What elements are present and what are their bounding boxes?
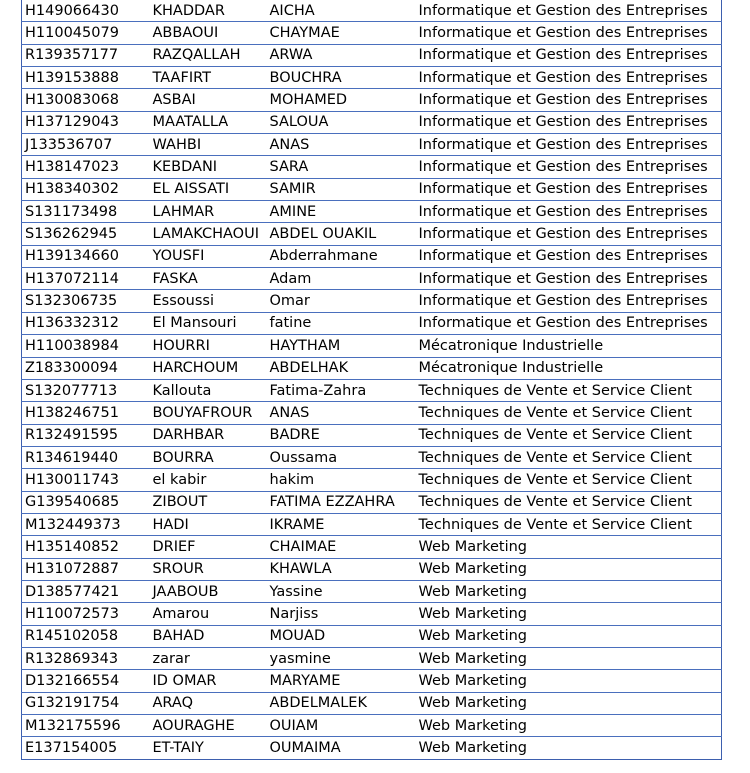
table-row: [22, 647, 722, 669]
table-row: [22, 201, 722, 223]
program-cell: Informatique et Gestion des Entreprises: [416, 44, 722, 66]
table-row: [22, 715, 722, 737]
table-row: [22, 223, 722, 245]
last-name-cell: ARAQ: [150, 692, 267, 714]
last-name-cell: El Mansouri: [150, 312, 267, 334]
last-name-cell: HARCHOUM: [150, 357, 267, 379]
first-name-cell: ABDELHAK: [267, 357, 416, 379]
cin-cell: R139357177: [22, 44, 150, 66]
program-cell: Informatique et Gestion des Entreprises: [416, 67, 722, 89]
first-name-cell: hakim: [267, 469, 416, 491]
program-cell: Mécatronique Industrielle: [416, 335, 722, 357]
last-name-cell: LAMAKCHAOUI: [150, 223, 267, 245]
cin-cell: H137129043: [22, 111, 150, 133]
cin-cell: J133536707: [22, 134, 150, 156]
first-name-cell: SALOUA: [267, 111, 416, 133]
program-cell: Informatique et Gestion des Entreprises: [416, 111, 722, 133]
last-name-cell: ASBAI: [150, 89, 267, 111]
last-name-cell: DARHBAR: [150, 424, 267, 446]
last-name-cell: BOUYAFROUR: [150, 402, 267, 424]
last-name-cell: el kabir: [150, 469, 267, 491]
cin-cell: H135140852: [22, 536, 150, 558]
last-name-cell: KHADDAR: [150, 0, 267, 22]
table-row: [22, 134, 722, 156]
last-name-cell: TAAFIRT: [150, 67, 267, 89]
program-cell: Techniques de Vente et Service Client: [416, 424, 722, 446]
table-row: [22, 89, 722, 111]
last-name-cell: WAHBI: [150, 134, 267, 156]
table-row: [22, 536, 722, 558]
last-name-cell: BAHAD: [150, 625, 267, 647]
table-row: [22, 513, 722, 535]
cin-cell: M132175596: [22, 715, 150, 737]
last-name-cell: Kallouta: [150, 379, 267, 401]
table-row: [22, 558, 722, 580]
program-cell: Informatique et Gestion des Entreprises: [416, 89, 722, 111]
table-row: [22, 178, 722, 200]
program-cell: Web Marketing: [416, 625, 722, 647]
cin-cell: H110072573: [22, 603, 150, 625]
table-row: [22, 402, 722, 424]
table-row: [22, 156, 722, 178]
program-cell: Web Marketing: [416, 647, 722, 669]
last-name-cell: JAABOUB: [150, 580, 267, 602]
first-name-cell: yasmine: [267, 647, 416, 669]
program-cell: Techniques de Vente et Service Client: [416, 491, 722, 513]
last-name-cell: DRIEF: [150, 536, 267, 558]
program-cell: Techniques de Vente et Service Client: [416, 402, 722, 424]
first-name-cell: ANAS: [267, 402, 416, 424]
first-name-cell: OUIAM: [267, 715, 416, 737]
first-name-cell: BOUCHRA: [267, 67, 416, 89]
cin-cell: E137154005: [22, 737, 150, 759]
program-cell: Informatique et Gestion des Entreprises: [416, 268, 722, 290]
last-name-cell: zarar: [150, 647, 267, 669]
table-row: [22, 670, 722, 692]
cin-cell: R145102058: [22, 625, 150, 647]
last-name-cell: HOURRI: [150, 335, 267, 357]
cin-cell: G132191754: [22, 692, 150, 714]
first-name-cell: Fatima-Zahra: [267, 379, 416, 401]
cin-cell: Z183300094: [22, 357, 150, 379]
first-name-cell: ABDELMALEK: [267, 692, 416, 714]
first-name-cell: IKRAME: [267, 513, 416, 535]
table-row: [22, 580, 722, 602]
cin-cell: H130083068: [22, 89, 150, 111]
cin-cell: S132077713: [22, 379, 150, 401]
cin-cell: H130011743: [22, 469, 150, 491]
first-name-cell: AICHA: [267, 0, 416, 22]
program-cell: Informatique et Gestion des Entreprises: [416, 156, 722, 178]
last-name-cell: ID OMAR: [150, 670, 267, 692]
first-name-cell: AMINE: [267, 201, 416, 223]
first-name-cell: CHAIMAE: [267, 536, 416, 558]
cin-cell: H110045079: [22, 22, 150, 44]
last-name-cell: MAATALLA: [150, 111, 267, 133]
student-list-sheet: [21, 0, 721, 760]
cin-cell: R132491595: [22, 424, 150, 446]
first-name-cell: Adam: [267, 268, 416, 290]
cin-cell: D138577421: [22, 580, 150, 602]
table-row: [22, 290, 722, 312]
cin-cell: R132869343: [22, 647, 150, 669]
program-cell: Techniques de Vente et Service Client: [416, 379, 722, 401]
cin-cell: H136332312: [22, 312, 150, 334]
first-name-cell: fatine: [267, 312, 416, 334]
first-name-cell: Oussama: [267, 446, 416, 468]
program-cell: Web Marketing: [416, 737, 722, 759]
first-name-cell: KHAWLA: [267, 558, 416, 580]
table-row: [22, 625, 722, 647]
last-name-cell: ET-TAIY: [150, 737, 267, 759]
first-name-cell: Narjiss: [267, 603, 416, 625]
table-row: [22, 491, 722, 513]
last-name-cell: AOURAGHE: [150, 715, 267, 737]
table-row: [22, 245, 722, 267]
program-cell: Informatique et Gestion des Entreprises: [416, 22, 722, 44]
last-name-cell: FASKA: [150, 268, 267, 290]
first-name-cell: MOUAD: [267, 625, 416, 647]
table-row: [22, 469, 722, 491]
table-row: [22, 44, 722, 66]
table-row: [22, 737, 722, 759]
last-name-cell: ZIBOUT: [150, 491, 267, 513]
last-name-cell: LAHMAR: [150, 201, 267, 223]
first-name-cell: ANAS: [267, 134, 416, 156]
first-name-cell: Omar: [267, 290, 416, 312]
student-table: [21, 0, 722, 760]
table-row: [22, 446, 722, 468]
last-name-cell: KEBDANI: [150, 156, 267, 178]
table-row: [22, 692, 722, 714]
cin-cell: H138246751: [22, 402, 150, 424]
cin-cell: H137072114: [22, 268, 150, 290]
program-cell: Techniques de Vente et Service Client: [416, 513, 722, 535]
table-row: [22, 335, 722, 357]
first-name-cell: OUMAIMA: [267, 737, 416, 759]
last-name-cell: Essoussi: [150, 290, 267, 312]
last-name-cell: Amarou: [150, 603, 267, 625]
table-row: [22, 603, 722, 625]
program-cell: Informatique et Gestion des Entreprises: [416, 134, 722, 156]
first-name-cell: CHAYMAE: [267, 22, 416, 44]
table-row: [22, 357, 722, 379]
table-row: [22, 111, 722, 133]
first-name-cell: Yassine: [267, 580, 416, 602]
first-name-cell: FATIMA EZZAHRA: [267, 491, 416, 513]
program-cell: Mécatronique Industrielle: [416, 357, 722, 379]
program-cell: Techniques de Vente et Service Client: [416, 446, 722, 468]
first-name-cell: SAMIR: [267, 178, 416, 200]
program-cell: Web Marketing: [416, 558, 722, 580]
last-name-cell: ABBAOUI: [150, 22, 267, 44]
program-cell: Informatique et Gestion des Entreprises: [416, 223, 722, 245]
first-name-cell: ARWA: [267, 44, 416, 66]
cin-cell: S131173498: [22, 201, 150, 223]
cin-cell: H149066430: [22, 0, 150, 22]
program-cell: Techniques de Vente et Service Client: [416, 469, 722, 491]
table-row: [22, 22, 722, 44]
cin-cell: G139540685: [22, 491, 150, 513]
cin-cell: S132306735: [22, 290, 150, 312]
student-table-body: [22, 0, 722, 759]
cin-cell: H139153888: [22, 67, 150, 89]
first-name-cell: SARA: [267, 156, 416, 178]
last-name-cell: RAZQALLAH: [150, 44, 267, 66]
program-cell: Web Marketing: [416, 670, 722, 692]
program-cell: Informatique et Gestion des Entreprises: [416, 290, 722, 312]
table-row: [22, 424, 722, 446]
program-cell: Web Marketing: [416, 692, 722, 714]
cin-cell: D132166554: [22, 670, 150, 692]
program-cell: Informatique et Gestion des Entreprises: [416, 0, 722, 22]
last-name-cell: EL AISSATI: [150, 178, 267, 200]
program-cell: Web Marketing: [416, 580, 722, 602]
table-row: [22, 67, 722, 89]
last-name-cell: BOURRA: [150, 446, 267, 468]
last-name-cell: SROUR: [150, 558, 267, 580]
cin-cell: M132449373: [22, 513, 150, 535]
table-row: [22, 379, 722, 401]
cin-cell: H139134660: [22, 245, 150, 267]
cin-cell: H110038984: [22, 335, 150, 357]
table-row: [22, 268, 722, 290]
program-cell: Informatique et Gestion des Entreprises: [416, 312, 722, 334]
program-cell: Web Marketing: [416, 715, 722, 737]
cin-cell: S136262945: [22, 223, 150, 245]
program-cell: Web Marketing: [416, 603, 722, 625]
table-row: [22, 0, 722, 22]
cin-cell: H138147023: [22, 156, 150, 178]
first-name-cell: MARYAME: [267, 670, 416, 692]
first-name-cell: HAYTHAM: [267, 335, 416, 357]
first-name-cell: ABDEL OUAKIL: [267, 223, 416, 245]
cin-cell: H138340302: [22, 178, 150, 200]
last-name-cell: YOUSFI: [150, 245, 267, 267]
program-cell: Web Marketing: [416, 536, 722, 558]
first-name-cell: Abderrahmane: [267, 245, 416, 267]
last-name-cell: HADI: [150, 513, 267, 535]
table-row: [22, 312, 722, 334]
cin-cell: R134619440: [22, 446, 150, 468]
program-cell: Informatique et Gestion des Entreprises: [416, 201, 722, 223]
first-name-cell: MOHAMED: [267, 89, 416, 111]
program-cell: Informatique et Gestion des Entreprises: [416, 178, 722, 200]
cin-cell: H131072887: [22, 558, 150, 580]
program-cell: Informatique et Gestion des Entreprises: [416, 245, 722, 267]
first-name-cell: BADRE: [267, 424, 416, 446]
